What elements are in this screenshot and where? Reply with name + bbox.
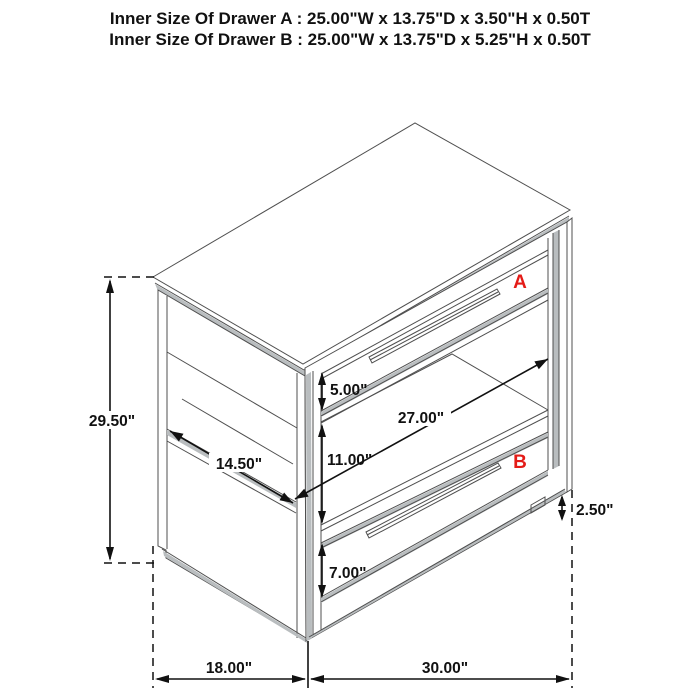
dim-overall-height [86,277,160,563]
drawer-a-inner-size: Inner Size Of Drawer A : 25.00"W x 13.75"D x 3.50"H x 0.50T [109,9,591,28]
drawer-a-letter: A [513,272,527,293]
dim-label-inner-width: 27.00" [397,410,445,427]
dim-label-base-height: 2.50" [576,502,614,519]
dim-label-drawer-b-height: 7.00" [329,565,367,582]
dim-label-overall-width: 30.00" [421,660,469,677]
right-side-edge [567,218,572,492]
dim-base-height [558,495,614,521]
drawer-b-inner-size: Inner Size Of Drawer B : 25.00"W x 13.75"D x 5.25"H x 0.50T [109,30,591,49]
dim-overall-width [310,660,570,683]
dim-label-drawer-a-height: 5.00" [330,382,368,399]
drawer-b-letter: B [513,452,527,473]
dim-label-overall-depth: 18.00" [205,660,253,677]
dim-label-opening-height: 11.00" [327,452,373,469]
dim-overall-depth [155,660,306,683]
dim-label-shelf-depth: 14.50" [215,456,263,473]
dim-label-overall-height: 29.50" [88,413,136,430]
